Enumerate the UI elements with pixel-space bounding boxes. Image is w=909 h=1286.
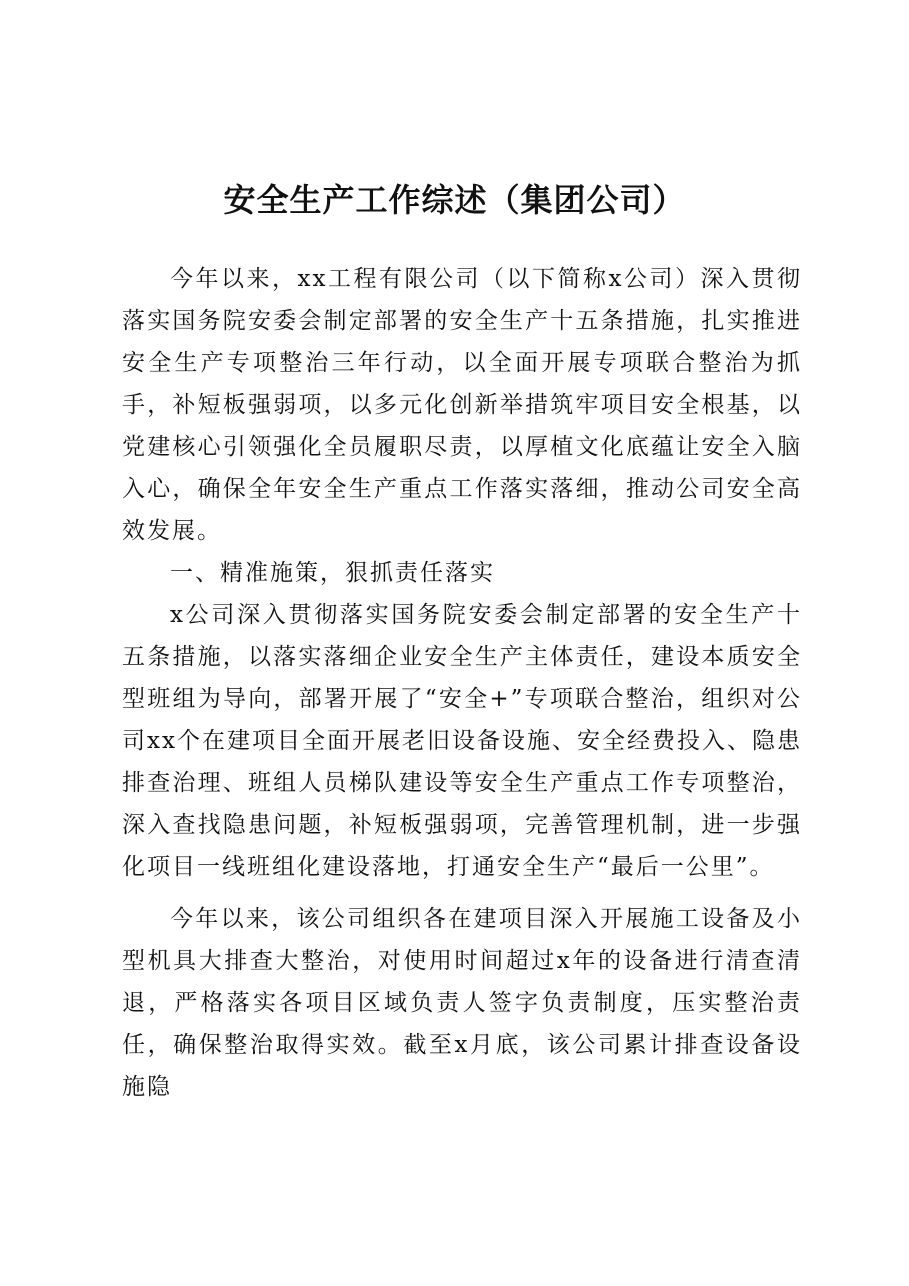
section-heading-1: 一、精准施策，狠抓责任落实 <box>170 560 495 586</box>
section-1-paragraph-2: 今年以来，该公司组织各在建项目深入开展施工设备及小型机具大排查大整治，对使用时间超过x年的设备进行清查清退，严格落实各项目区域负责人签字负责制度，压实整治责任，确保整治取得实效。截至x月底，该公司累计排查设备设施隐 <box>122 906 802 1100</box>
section-1-paragraph-1: x公司深入贯彻落实国务院安委会制定部署的安全生产十五条措施，以落实落细企业安全生产主体责任，建设本质安全型班组为导向，部署开展了“安全+”专项联合整治，组织对公司xx个在建项目全面开展老旧设备设施、安全经费投入、隐患排查治理、班组人员梯队建设等安全生产重点工作专项整治，深入查找隐患问题，补短板强弱项，完善管理机制，进一步强化项目一线班组化建设落地，打通安全生产“最后一公里”。 <box>122 602 802 880</box>
document-title: 安全生产工作综述（集团公司） <box>223 181 686 219</box>
intro-paragraph: 今年以来，xx工程有限公司（以下简称x公司）深入贯彻落实国务院安委会制定部署的安全生产十五条措施，扎实推进安全生产专项整治三年行动，以全面开展专项联合整治为抓手，补短板强弱项，以多元化创新举措筑牢项目安全根基，以党建核心引领强化全员履职尽责，以厚植文化底蕴让安全入脑入心，确保全年安全生产重点工作落实落细，推动公司安全高效发展。 <box>122 266 802 544</box>
document-body <box>122 258 802 1108</box>
